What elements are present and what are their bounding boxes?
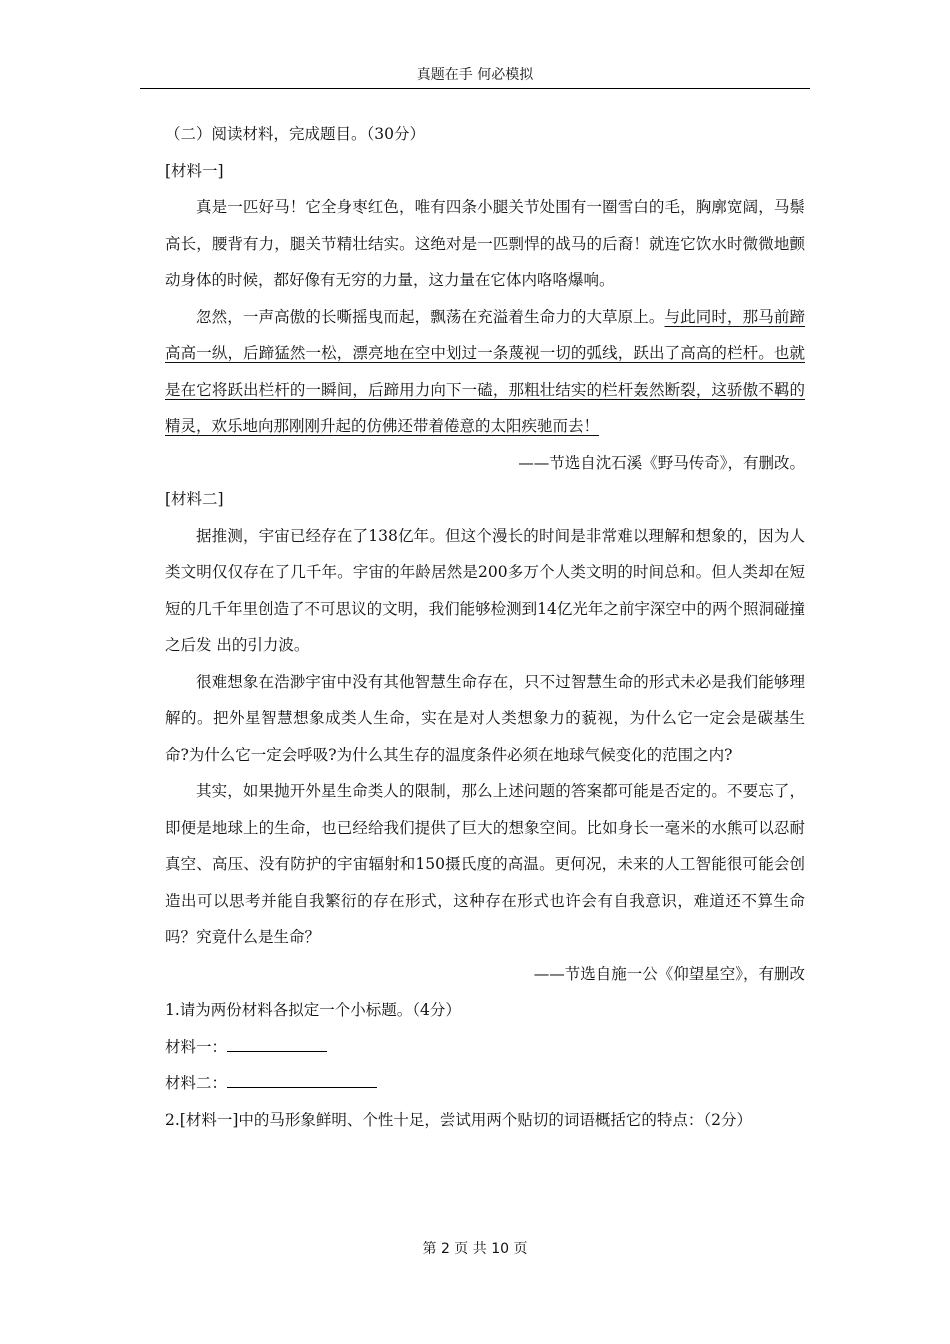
question-1-answer-b <box>165 1065 805 1102</box>
material2-source: ——节选自施一公《仰望星空》，有删改 <box>533 964 805 983</box>
material1-paragraph-2-plain: 忽然，一声高傲的长嘶摇曳而起，飘荡在充溢着生命力的大草原上。 <box>196 307 665 326</box>
material2-paragraph-2: 很难想象在浩渺宇宙中没有其他智慧生命存在，只不过智慧生命的形式未必是我们能够理解的。把外星智慧想象成类人生命，实在是对人类想象力的藐视，为什么它一定会是碳基生命?为什么它一定会呼吸?为什么其生存的温度条件必须在地球气候变化的范围之内? <box>165 672 805 764</box>
answer-blank-material2[interactable] <box>227 1086 377 1088</box>
question-1-answer-a <box>165 1029 805 1066</box>
material1-underlined-passage: 与此同时，那马前蹄高高一纵，后蹄猛然一松，漂亮地在空中划过一条蔑视一切的弧线，跃出了高高的栏杆。也就是在它将跃出栏杆的一瞬间，后蹄用力向下一磕，那粗壮结实的栏杆轰然断裂，这骄傲不羁的精灵，欢乐地向那刚刚升起的仿佛还带着倦意的太阳疾驰而去！ <box>165 307 805 435</box>
material1-paragraph-2 <box>165 299 805 445</box>
answer-blank-material1[interactable] <box>227 1050 327 1052</box>
question-1-answer-b-label: 材料二： <box>165 1074 228 1092</box>
material2-label: [材料二] <box>165 490 224 508</box>
material2-paragraph-1: 据推测，宇宙已经存在了138亿年。但这个漫长的时间是非常难以理解和想象的，因为人类文明仅仅存在了几千年。宇宙的年龄居然是200多万个人类文明的时间总和。但人类却在短短的几千年里创造了不可思议的文明，我们能够检测到14亿光年之前宇深空中的两个照洞碰撞之后发 出的引力波。 <box>165 526 805 654</box>
page-header: 真题在手 何必模拟 <box>416 67 534 83</box>
page-footer: 第 2 页 共 10 页 <box>422 1241 528 1257</box>
section-intro: （二）阅读材料，完成题目。（30分） <box>165 125 425 143</box>
question-2: 2.[材料一]中的马形象鲜明、个性十足，尝试用两个贴切的词语概括它的特点：（2分） <box>165 1110 752 1129</box>
question-1-answer-a-label: 材料一： <box>165 1037 228 1056</box>
material2-paragraph-3: 其实，如果抛开外星生命类人的限制，那么上述问题的答案都可能是否定的。不要忘了，即便是地球上的生命，也已经给我们提供了巨大的想象空间。比如身长一毫米的水熊可以忍耐真空、高压、没有防护的宇宙辐射和150摄氏度的高温。更何况，未来的人工智能很可能会创造出可以思考并能自我繁衍的存在形式，这种存在形式也许会有自我意识，难道还不算生命吗？究竟什么是生命？ <box>165 782 805 946</box>
header-divider <box>140 88 810 89</box>
material1-label: [材料一] <box>165 161 224 180</box>
material1-source: ——节选自沈石溪《野马传奇》，有删改。 <box>518 453 805 472</box>
document-body <box>165 116 805 1138</box>
question-1: 1.请为两份材料各拟定一个小标题。（4分） <box>165 1001 461 1019</box>
material1-paragraph-1: 真是一匹好马！它全身枣红色，唯有四条小腿关节处围有一圈雪白的毛，胸廓宽阔，马鬃高长，腰背有力，腿关节精壮结实。这绝对是一匹剽悍的战马的后裔！就连它饮水时微微地颤动身体的时候，都好像有无穷的力量，这力量在它体内咯咯爆响。 <box>165 198 805 289</box>
